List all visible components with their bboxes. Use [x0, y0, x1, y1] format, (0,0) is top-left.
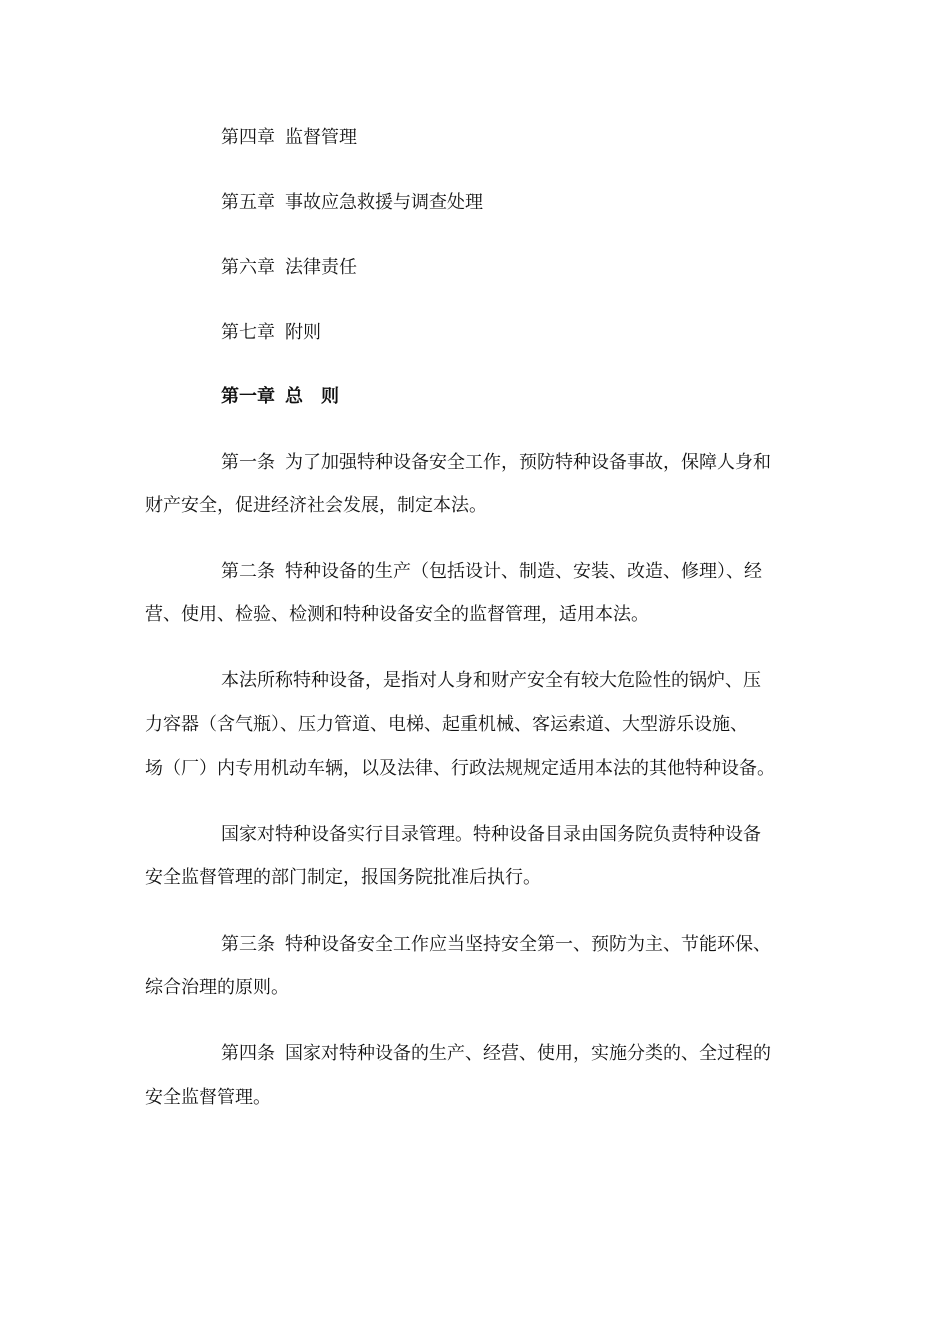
- toc-item: [221, 322, 321, 344]
- chapter-heading: [221, 386, 339, 408]
- article-text: 力容器（含气瓶）、压力管道、电梯、起重机械、客运索道、大型游乐设施、: [145, 714, 748, 735]
- article-line: [221, 561, 762, 583]
- article-number: 第二条: [221, 561, 275, 582]
- article-text: 安全监督管理的部门制定，报国务院批准后执行。: [145, 867, 541, 888]
- toc-chapter-number: 第六章: [221, 257, 275, 278]
- article-line: [221, 1043, 771, 1065]
- toc-item: [221, 127, 357, 149]
- article-text: 国家对特种设备实行目录管理。特种设备目录由国务院负责特种设备: [221, 824, 761, 845]
- article-line: [145, 867, 541, 889]
- article-text: 特种设备安全工作应当坚持安全第一、预防为主、节能环保、: [285, 934, 771, 955]
- article-text: 国家对特种设备的生产、经营、使用，实施分类的、全过程的: [285, 1043, 771, 1064]
- toc-item: [221, 257, 357, 279]
- article-number: 第三条: [221, 934, 275, 955]
- article-line: [145, 977, 289, 999]
- article-line: [145, 714, 748, 736]
- chapter-heading-title: 总 则: [285, 386, 339, 407]
- article-line: [221, 452, 771, 474]
- article-text: 本法所称特种设备，是指对人身和财产安全有较大危险性的锅炉、压: [221, 670, 761, 691]
- article-line: [145, 758, 775, 780]
- article-line: [221, 934, 771, 956]
- article-text: 安全监督管理。: [145, 1087, 271, 1108]
- article-text: 营、使用、检验、检测和特种设备安全的监督管理，适用本法。: [145, 604, 649, 625]
- toc-chapter-number: 第七章: [221, 322, 275, 343]
- article-line: [145, 495, 487, 517]
- toc-chapter-title: 事故应急救援与调查处理: [285, 192, 483, 213]
- toc-item: [221, 192, 483, 214]
- article-line: [221, 670, 761, 692]
- toc-chapter-number: 第四章: [221, 127, 275, 148]
- article-text: 综合治理的原则。: [145, 977, 289, 998]
- article-line: [145, 1087, 271, 1109]
- toc-chapter-title: 附则: [285, 322, 321, 343]
- toc-chapter-number: 第五章: [221, 192, 275, 213]
- article-line: [221, 824, 761, 846]
- article-number: 第一条: [221, 452, 275, 473]
- article-text: 特种设备的生产（包括设计、制造、安装、改造、修理）、经: [285, 561, 762, 582]
- toc-chapter-title: 监督管理: [285, 127, 357, 148]
- article-text: 为了加强特种设备安全工作，预防特种设备事故，保障人身和: [285, 452, 771, 473]
- article-line: [145, 604, 649, 626]
- article-text: 场（厂）内专用机动车辆，以及法律、行政法规规定适用本法的其他特种设备。: [145, 758, 775, 779]
- article-text: 财产安全，促进经济社会发展，制定本法。: [145, 495, 487, 516]
- article-number: 第四条: [221, 1043, 275, 1064]
- chapter-heading-number: 第一章: [221, 386, 275, 407]
- toc-chapter-title: 法律责任: [285, 257, 357, 278]
